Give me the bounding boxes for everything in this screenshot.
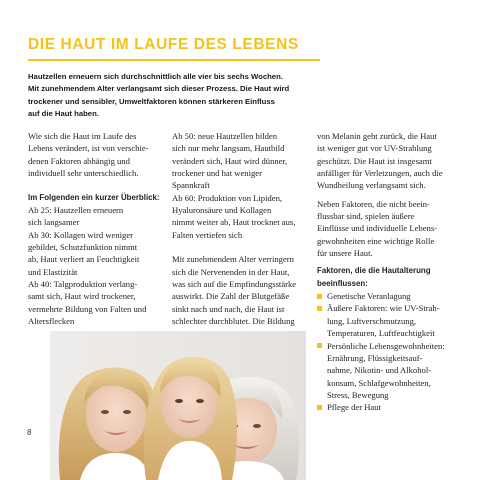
body-line: Ab 40: Talgproduktion verlang- [28,279,138,290]
women-photo-illustration [50,331,306,480]
body-line: flussbar sind, spielen äußere [317,211,415,222]
body-line: was sich auf die Empfindungsstärke [172,279,297,290]
factors-list [317,290,457,413]
body-line: ist weniger gut vor UV-Strahlung [317,143,432,154]
body-line: gebildet, Schutzfunktion nimmt [28,242,138,253]
list-item: Äußere Faktoren: wie UV-Strah- lung, Luftverschmutzung, Temperaturen, Luftfeuchtigkeit [317,302,457,339]
body-line: Ab 30: Kollagen wird weniger [28,229,134,240]
text-column-2 [172,130,310,328]
body-line: sich langsamer [28,217,80,228]
body-line: auswirkt. Die Zahl der Blutgefäße [172,291,290,302]
body-line: Ab 50: neue Hautzellen bilden [172,131,278,141]
body-line: Ab 60: Produktion von Lipiden, [172,192,283,203]
body-line: gewohnheiten eine wichtige Rolle [317,235,435,246]
body-line: Ab 25: Hautzellen erneuern [28,205,124,216]
body-line: denen Faktoren abhängig und [28,155,130,166]
body-line: Wie sich die Haut im Laufe des [28,131,137,141]
overview-subheading: Im Folgenden ein kurzer Überblick: [28,192,160,202]
list-item: Persönliche Lebensgewohnheiten: Ernährung, Flüssigkeitsauf- nahme, Nikotin- und Alkohol- konsum, Schlafgewohnheiten, Stress, Bewegung [317,340,457,402]
body-line: sich nur mehr langsam, Hautbild [172,143,285,154]
intro-line: auf die Haut haben. [28,108,99,118]
text-column-3 [317,130,457,414]
body-line: nimmt weiter ab, Haut trocknet aus, [172,217,296,228]
body-line: samt sich, Haut wird trockener, [28,291,136,302]
bullet-square-icon [317,405,322,410]
intro-line: Hautzellen erneuern sich durchschnittlich alle vier bis sechs Wochen. [28,72,283,81]
bullet-square-icon [317,294,322,299]
page-title: DIE HAUT IM LAUFE DES LEBENS [28,36,299,53]
body-line: und Elastizität [28,266,78,277]
list-item: Pflege der Haut [317,401,457,413]
page-number: 8 [27,428,32,437]
body-line: sinkt nach und nach, die Haut ist [172,303,285,314]
body-line: Spannkraft [172,180,210,191]
body-line: sich die Nervenenden in der Haut, [172,266,290,277]
body-line: Hyaluronsäure und Kollagen [172,205,272,216]
body-line: schlechter durchblutet. Die Bildung [172,316,295,327]
body-line: Wundheilung verlangsamt sich. [317,180,426,191]
body-line: Falten vertiefen sich [172,229,243,240]
body-line: für unsere Haut. [317,248,373,259]
body-line: geschützt. Die Haut ist insgesamt [317,155,432,166]
body-line: ab, Haut verliert an Feuchtigkeit [28,254,140,265]
body-line: anfälliger für Verletzungen, auch die [317,168,443,179]
body-line: Altersflecken [28,316,75,327]
body-line: Mit zunehmendem Alter verringern [172,254,294,265]
intro-line: Mit zunehmendem Alter verlangsamt sich dieser Prozess. Die Haut wird [28,84,290,94]
body-line: verändert sich, Haut wird dünner, [172,155,288,166]
body-line: individuell sehr unterschiedlich. [28,168,139,179]
body-line: von Melanin geht zurück, die Haut [317,131,437,141]
text-column-1 [28,130,166,328]
photo-three-women [50,331,306,480]
body-line: trockener und hat weniger [172,168,262,179]
body-line: Lebens verändert, ist von verschie- [28,143,149,154]
body-line: Einflüsse und individuelle Lebens- [317,223,438,234]
factors-heading: Faktoren, die die Hautalterung [317,266,431,276]
body-line: vermehrte Bildung von Falten und [28,303,147,314]
bullet-square-icon [317,343,322,348]
title-underline [28,59,320,61]
intro-paragraph [28,71,328,120]
bullet-square-icon [317,306,322,311]
list-item: Genetische Veranlagung [317,290,457,302]
body-line: Neben Faktoren, die nicht beein- [317,198,430,209]
intro-line: trockener und sensibler, Umweltfaktoren können stärkeren Einfluss [28,96,275,106]
factors-heading: beeinflussen: [317,278,368,288]
